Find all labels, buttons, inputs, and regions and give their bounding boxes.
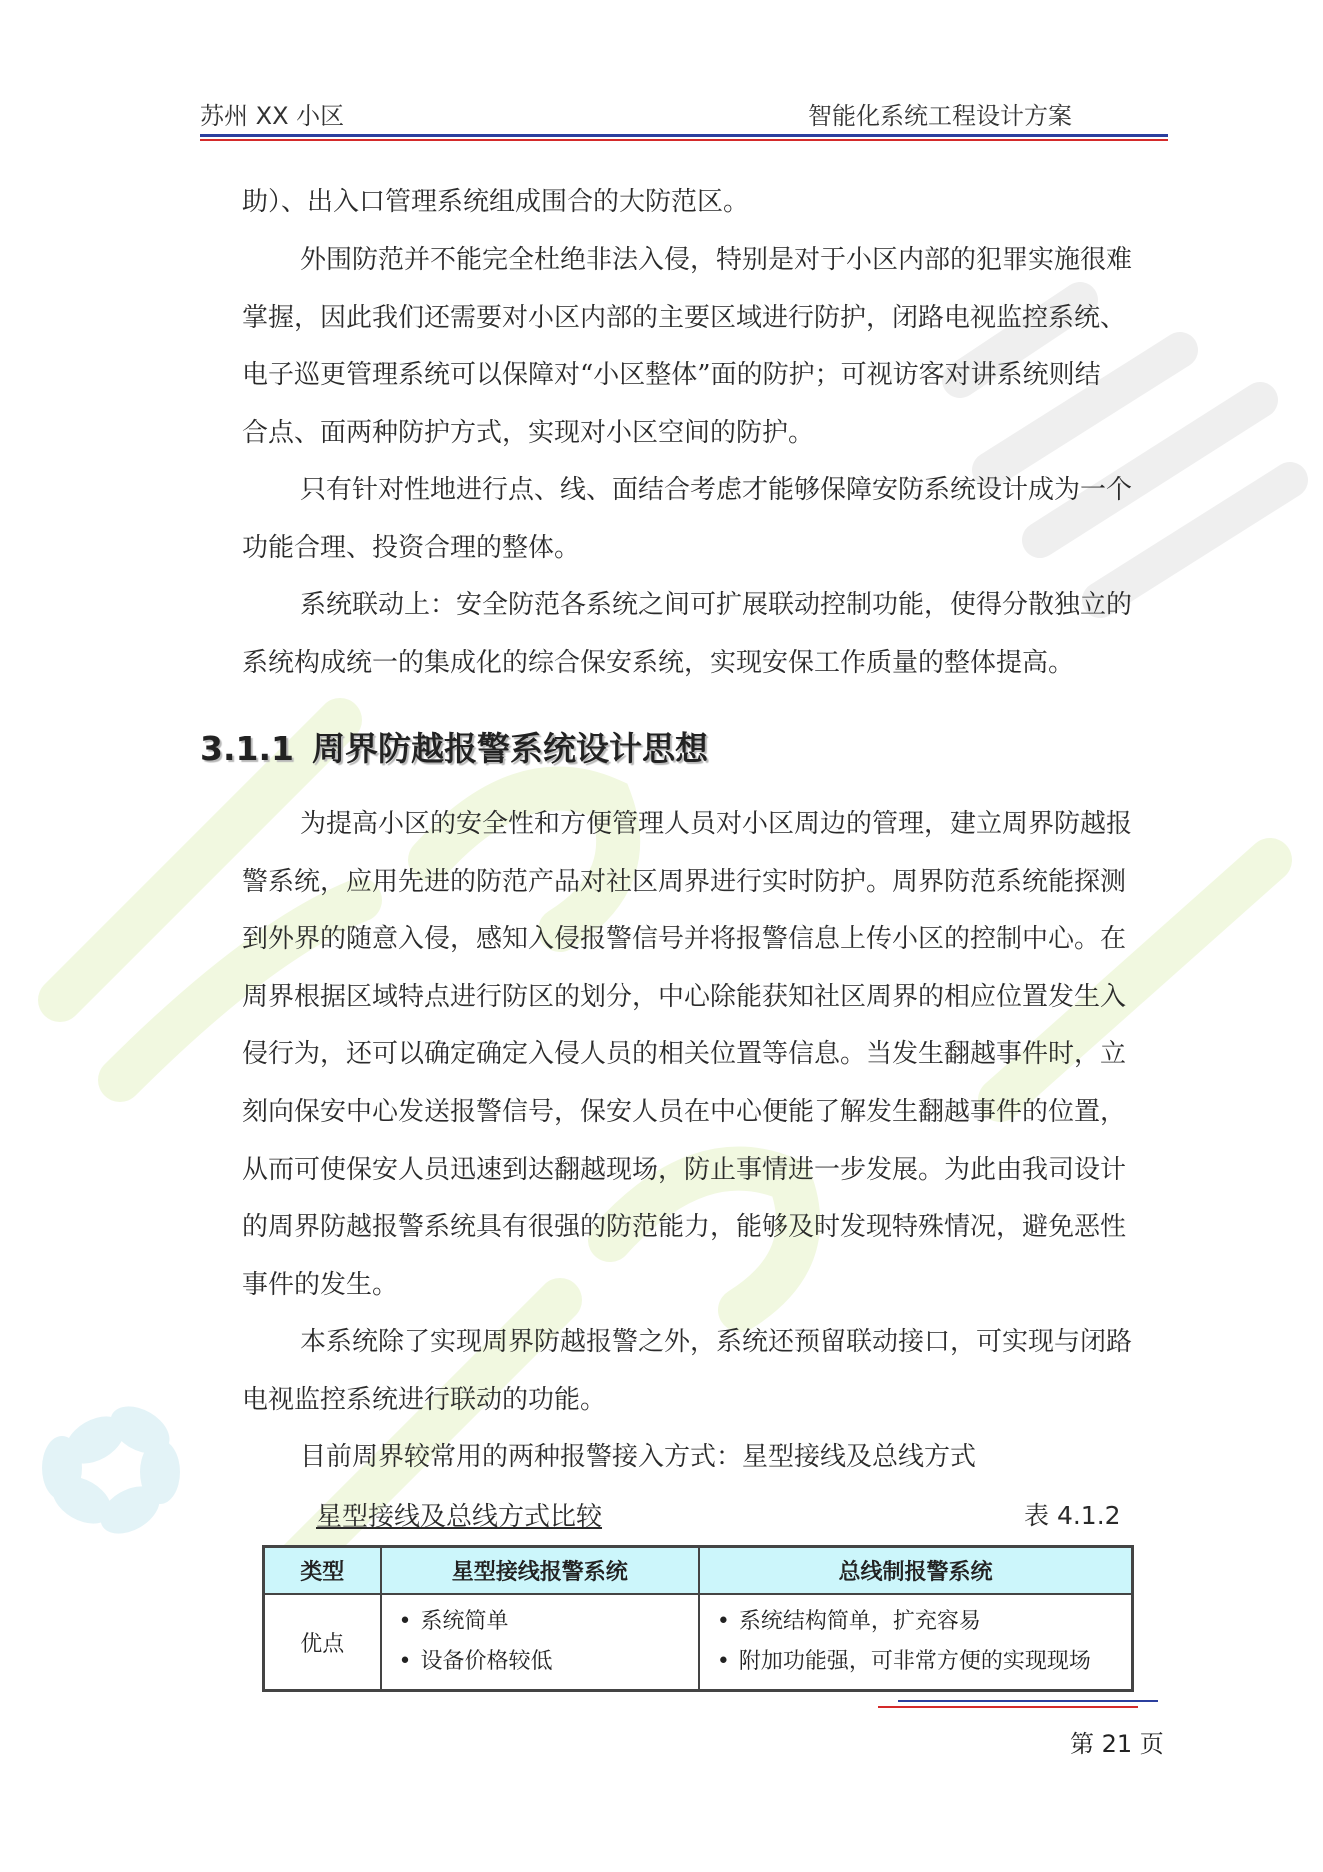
text-line: 电视监控系统进行联动的功能。: [242, 1384, 607, 1415]
text-line: 刻向保安中心发送报警信号，保安人员在中心便能了解发生翻越事件的位置，: [242, 1096, 1127, 1127]
paragraph: [242, 174, 1162, 232]
row-label: 优点: [264, 1594, 381, 1691]
text-line: 目前周界较常用的两种报警接入方式：星型接线及总线方式: [300, 1442, 977, 1472]
header-rule-red: [200, 139, 1168, 141]
text-line: 周界根据区域特点进行防区的划分，中心除能获知社区周界的相应位置发生入: [242, 981, 1127, 1012]
comparison-table: [262, 1545, 1134, 1692]
paragraph: [242, 232, 1162, 462]
paragraph: [242, 462, 1162, 577]
text-line: 本系统除了实现周界防越报警之外，系统还预留联动接口，可实现与闭路: [300, 1327, 1133, 1357]
paragraph: [242, 1314, 1162, 1429]
table-row: [264, 1594, 1133, 1691]
text-line: 事件的发生。: [242, 1269, 399, 1300]
text-line: 侵行为，还可以确定确定入侵人员的相关位置等信息。当发生翻越事件时，立: [242, 1039, 1127, 1070]
table-caption: 星型接线及总线方式比较: [316, 1502, 603, 1532]
text-line: 助）、出入口管理系统组成围合的大防范区。: [242, 187, 750, 217]
list-item: • 附加功能强，可非常方便的实现现场: [739, 1642, 1130, 1682]
paragraph: [242, 1429, 1162, 1487]
text-line: 到外界的随意入侵，感知入侵报警信号并将报警信息上传小区的控制中心。在: [242, 924, 1127, 955]
table-id: 表 4.1.2: [1024, 1501, 1121, 1530]
header-right-title: 智能化系统工程设计方案: [808, 102, 1072, 130]
text-line: 从而可使保安人员迅速到达翻越现场，防止事情进一步发展。为此由我司设计: [242, 1154, 1127, 1185]
list-item: • 系统简单: [421, 1602, 697, 1642]
section-heading: [200, 723, 708, 770]
footer-rule-red: [878, 1706, 1138, 1708]
column-header-type: 类型: [264, 1547, 381, 1595]
text-line: 掌握，因此我们还需要对小区内部的主要区域进行防护，闭路电视监控系统、: [242, 302, 1127, 333]
text-line: 系统构成统一的集成化的综合保安系统，实现安保工作质量的整体提高。: [242, 647, 1075, 678]
text-line: 只有针对性地进行点、线、面结合考虑才能够保障安防系统设计成为一个: [300, 475, 1133, 505]
bus-cell: [699, 1594, 1133, 1691]
column-header-star: 星型接线报警系统: [381, 1547, 699, 1595]
bullet-list: [383, 1602, 697, 1682]
section-number: 3.1.1: [200, 729, 294, 768]
column-header-bus: 总线制报警系统: [699, 1547, 1133, 1595]
text-line: 系统联动上：安全防范各系统之间可扩展联动控制功能，使得分散独立的: [300, 590, 1133, 620]
paragraph: [242, 577, 1162, 692]
text-line: 外围防范并不能完全杜绝非法入侵，特别是对于小区内部的犯罪实施很难: [300, 245, 1133, 275]
text-line: 为提高小区的安全性和方便管理人员对小区周边的管理，建立周界防越报: [300, 809, 1133, 839]
bullet-list: [701, 1602, 1130, 1682]
watermark-flower-icon: [42, 1397, 180, 1544]
page-number: 第 21 页: [1070, 1730, 1164, 1758]
table-header-row: [264, 1547, 1133, 1595]
text-line: 的周界防越报警系统具有很强的防范能力，能够及时发现特殊情况，避免恶性: [242, 1212, 1127, 1243]
list-item: • 设备价格较低: [421, 1642, 697, 1682]
text-line: 电子巡更管理系统可以保障对“小区整体”面的防护；可视访客对讲系统则结: [242, 360, 1101, 391]
text-line: 警系统，应用先进的防范产品对社区周界进行实时防护。周界防范系统能探测: [242, 866, 1127, 897]
paragraph: [242, 796, 1162, 1314]
header-rule-blue: [200, 134, 1168, 137]
footer-rule-blue: [898, 1700, 1158, 1702]
text-line: 功能合理、投资合理的整体。: [242, 532, 581, 563]
section-title: 周界防越报警系统设计思想: [311, 729, 708, 768]
text-line: 合点、面两种防护方式，实现对小区空间的防护。: [242, 417, 815, 448]
header-left-title: 苏州 XX 小区: [200, 102, 345, 130]
star-cell: [381, 1594, 699, 1691]
list-item: • 系统结构简单，扩充容易: [739, 1602, 1130, 1642]
